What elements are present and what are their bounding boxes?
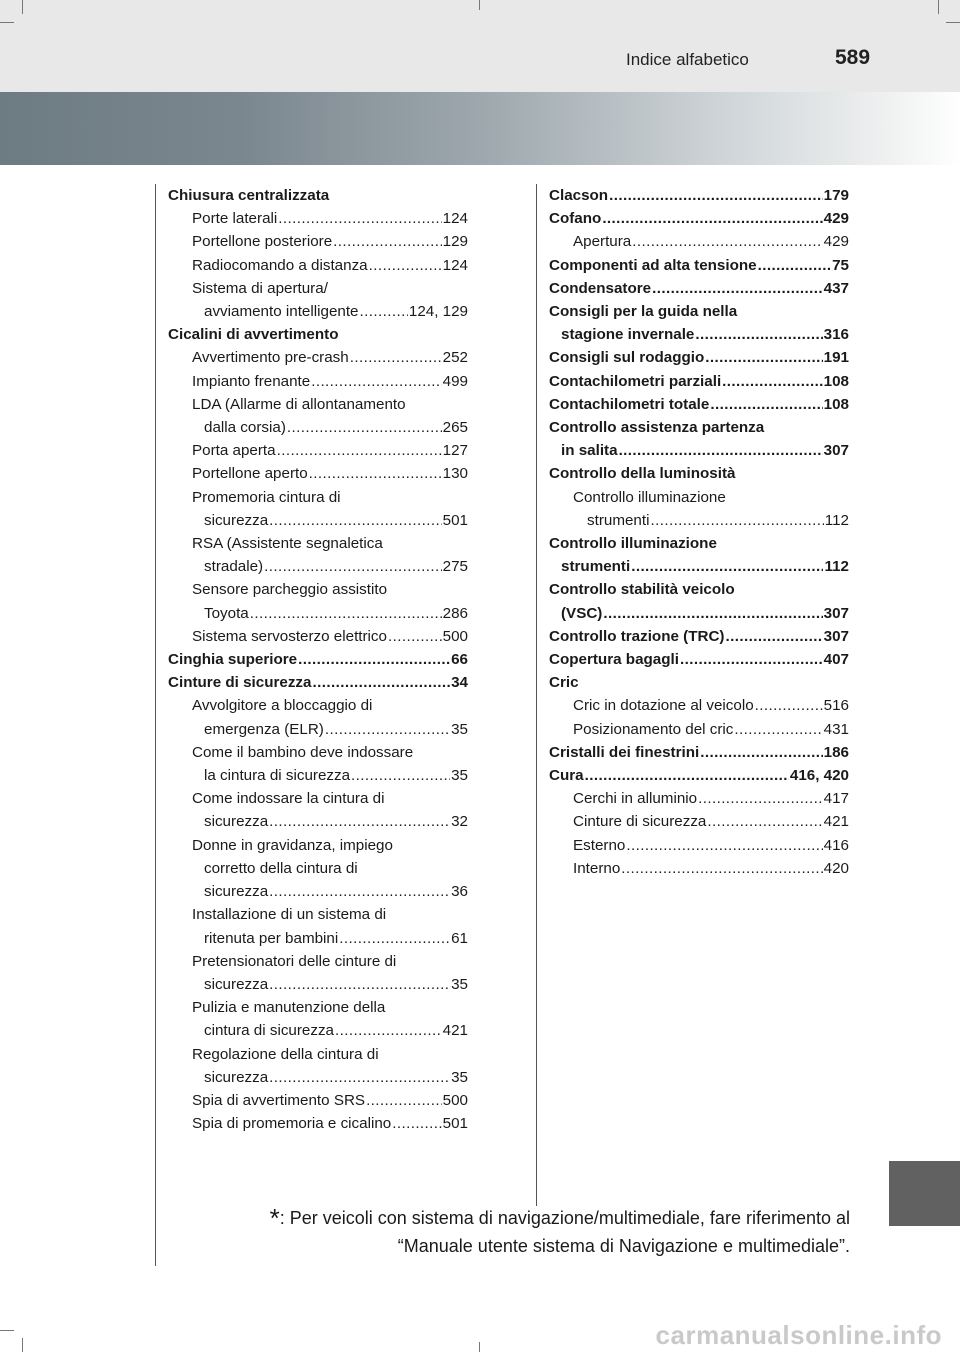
leader-dots [722, 370, 822, 393]
index-entry [549, 555, 849, 578]
left-margin-rule [155, 184, 156, 1266]
index-entry-label: Chiusura centralizzata [168, 187, 330, 204]
index-entry-label: Regolazione della cintura di [192, 1045, 379, 1063]
index-entry-page[interactable]: 307 [823, 442, 849, 460]
leader-dots [325, 718, 450, 741]
index-entry-page[interactable]: 307 [823, 604, 849, 622]
index-entry-label: Controllo trazione (TRC) [549, 627, 725, 645]
header-gradient-bar [0, 92, 960, 165]
index-entry [549, 787, 849, 810]
index-entry [168, 1019, 468, 1042]
index-entry [168, 393, 468, 416]
index-entry-page[interactable]: 416, 420 [789, 767, 849, 785]
index-entry [549, 393, 849, 416]
leader-dots [758, 254, 832, 277]
index-entry-label: Controllo illuminazione [549, 535, 717, 553]
index-entry-label: Pretensionatori delle cinture di [192, 952, 397, 970]
index-entry [168, 230, 468, 253]
header-band [0, 0, 960, 92]
crop-mark [946, 22, 960, 23]
index-entry-label: corretto della cintura di [204, 859, 358, 877]
index-entry-label: Porta aperta [192, 442, 276, 460]
crop-mark [479, 1342, 480, 1352]
index-entry-page[interactable]: 417 [823, 790, 849, 808]
watermark: carmanualsonline.info [655, 1320, 942, 1350]
index-entry-page[interactable]: 265 [442, 419, 468, 437]
index-entry [549, 625, 849, 648]
index-entry-page[interactable]: 421 [442, 1022, 468, 1040]
index-entry [549, 277, 849, 300]
index-entry-label: Cristalli dei finestrini [549, 743, 700, 761]
index-entry [549, 509, 849, 532]
index-entry [168, 903, 468, 926]
leader-dots [698, 787, 823, 810]
index-entry-label: stagione invernale [561, 326, 695, 344]
index-entry-label: Cerchi in alluminio [573, 790, 698, 808]
index-entry [549, 462, 849, 485]
index-entry [168, 323, 468, 346]
index-entry-label: stradale) [204, 558, 264, 576]
leader-dots [585, 764, 789, 787]
leader-dots [339, 927, 450, 950]
index-entry [549, 323, 849, 346]
index-entry-page[interactable]: 127 [442, 442, 468, 460]
index-entry-page[interactable]: 500 [442, 627, 468, 645]
index-entry-label: Condensatore [549, 279, 652, 297]
index-entry-page[interactable]: 286 [442, 604, 468, 622]
index-entry-page[interactable]: 35 [451, 767, 468, 785]
leader-dots [335, 1019, 442, 1042]
index-entry-label: (VSC) [561, 604, 603, 622]
leader-dots [269, 810, 450, 833]
index-entry-page[interactable]: 129 [442, 233, 468, 251]
leader-dots [350, 346, 442, 369]
index-entry-label: Cura [549, 767, 584, 785]
footnote-marker: * [269, 1203, 280, 1233]
index-entry [549, 254, 849, 277]
leader-dots [298, 648, 450, 671]
crop-mark [0, 22, 14, 23]
footnote-line: “Manuale utente sistema di Navigazione e multimediale”. [397, 1236, 850, 1256]
leader-dots [602, 207, 822, 230]
index-entry [168, 486, 468, 509]
index-entry-page[interactable]: 501 [442, 511, 468, 529]
index-entry-label: in salita [561, 442, 618, 460]
index-entry-label: RSA (Assistente segnaletica [192, 535, 383, 553]
index-entry-page[interactable]: 75 [832, 256, 849, 274]
index-entry [549, 370, 849, 393]
index-entry-page[interactable]: 179 [823, 187, 849, 204]
leader-dots [311, 370, 441, 393]
crop-mark [22, 1338, 23, 1352]
index-entry-page[interactable]: 35 [451, 1068, 468, 1086]
column-divider [536, 184, 537, 1206]
leader-dots [312, 671, 450, 694]
index-entry [168, 254, 468, 277]
index-entry-label: strumenti [587, 511, 650, 529]
index-entry-label: Componenti ad alta tensione [549, 256, 757, 274]
index-entry [168, 416, 468, 439]
index-entry-label: Pulizia e manutenzione della [192, 999, 386, 1017]
index-entry-label: sicurezza [204, 1068, 269, 1086]
leader-dots [725, 625, 822, 648]
crop-mark [938, 0, 939, 14]
index-entry-label: Avvertimento pre-crash [192, 349, 349, 367]
index-entry-page[interactable]: 407 [823, 651, 849, 669]
index-entry-page[interactable]: 429 [823, 210, 849, 228]
index-entry-page[interactable]: 124 [442, 210, 468, 228]
index-entry-page[interactable]: 307 [823, 627, 849, 645]
index-entry-label: dalla corsia) [204, 419, 286, 437]
index-entry-label: Esterno [573, 836, 626, 854]
index-entry-label: Apertura [573, 233, 632, 251]
leader-dots [650, 509, 823, 532]
index-entry [549, 184, 849, 207]
index-entry-label: sicurezza [204, 975, 269, 993]
index-entry [549, 602, 849, 625]
index-entry-label: Portellone posteriore [192, 233, 333, 251]
leader-dots [695, 323, 822, 346]
index-entry-label: Installazione di un sistema di [192, 906, 387, 924]
index-entry [168, 834, 468, 857]
index-entry-page[interactable]: 61 [451, 929, 468, 947]
index-entry-page[interactable]: 500 [442, 1091, 468, 1109]
index-entry-label: Cinture di sicurezza [573, 813, 707, 831]
index-entry-page[interactable]: 416 [823, 836, 849, 854]
index-entry-label: Consigli per la guida nella [549, 303, 738, 321]
index-entry [168, 973, 468, 996]
index-entry-label: Posizionamento del cric [573, 720, 734, 738]
index-entry-label: Cric [549, 674, 579, 692]
leader-dots [700, 741, 822, 764]
leader-dots [333, 230, 442, 253]
index-entry [168, 648, 468, 671]
index-entry-page[interactable]: 431 [823, 720, 849, 738]
index-entry-label: Controllo stabilità veicolo [549, 581, 735, 599]
leader-dots [603, 602, 822, 625]
index-entry-page[interactable]: 112 [824, 558, 849, 576]
section-tab [889, 1161, 960, 1226]
index-entry-page[interactable]: 34 [451, 674, 468, 692]
index-entry-page[interactable]: 429 [823, 233, 849, 251]
index-entry [168, 555, 468, 578]
leader-dots [250, 602, 442, 625]
leader-dots [707, 810, 822, 833]
crop-mark [479, 0, 480, 10]
index-entry-label: Avvolgitore a bloccaggio di [192, 697, 373, 715]
index-entry [549, 439, 849, 462]
leader-dots [264, 555, 442, 578]
index-entry-label: Spia di avvertimento SRS [192, 1091, 366, 1109]
leader-dots [287, 416, 442, 439]
index-entry-label: Copertura bagagli [549, 651, 679, 669]
leader-dots [631, 555, 823, 578]
index-entry-label: sicurezza [204, 813, 269, 831]
index-entry-page[interactable]: 66 [451, 651, 468, 669]
index-entry-label: Sistema servosterzo elettrico [192, 627, 387, 645]
index-entry [168, 509, 468, 532]
index-entry [168, 1043, 468, 1066]
leader-dots [388, 625, 442, 648]
index-entry-page[interactable]: 437 [823, 279, 849, 297]
index-entry-label: Sensore parcheggio assistito [192, 581, 388, 599]
index-entry-label: Toyota [204, 604, 249, 622]
index-entry-label: Cofano [549, 210, 602, 228]
index-entry [168, 810, 468, 833]
index-entry-page[interactable]: 108 [823, 395, 849, 413]
index-entry [168, 671, 468, 694]
index-entry-label: Impianto frenante [192, 372, 311, 390]
leader-dots [269, 1066, 450, 1089]
index-entry [549, 207, 849, 230]
leader-dots [369, 254, 442, 277]
index-entry [168, 184, 468, 207]
index-entry-label: sicurezza [204, 883, 269, 901]
footnote [210, 1204, 850, 1260]
index-entry-page[interactable]: 516 [823, 697, 849, 715]
leader-dots [626, 834, 822, 857]
section-title: Indice alfabetico [626, 50, 749, 69]
index-entry-page[interactable]: 108 [823, 372, 849, 390]
index-entry-label: sicurezza [204, 511, 269, 529]
index-entry [168, 950, 468, 973]
index-entry-label: Porte laterali [192, 210, 278, 228]
index-entry [168, 277, 468, 300]
index-entry-label: LDA (Allarme di allontanamento [192, 395, 406, 413]
index-entry [168, 370, 468, 393]
index-entry-label: Controllo della luminosità [549, 465, 736, 483]
index-entry [549, 346, 849, 369]
index-entry-label: Consigli sul rodaggio [549, 349, 705, 367]
leader-dots [360, 300, 408, 323]
leader-dots [705, 346, 822, 369]
index-entry-label: Promemoria cintura di [192, 488, 341, 506]
index-entry-label: Interno [573, 859, 621, 877]
index-entry-label: Contachilometri parziali [549, 372, 722, 390]
index-entry-label: cintura di sicurezza [204, 1022, 334, 1040]
leader-dots [392, 1112, 441, 1135]
index-entry [168, 1066, 468, 1089]
leader-dots [278, 207, 441, 230]
index-entry [168, 300, 468, 323]
index-entry [168, 1112, 468, 1135]
index-entry [549, 810, 849, 833]
index-entry [549, 230, 849, 253]
index-entry-page[interactable]: 501 [442, 1115, 468, 1133]
index-entry-label: Cicalini di avvertimento [168, 326, 339, 344]
index-entry [549, 741, 849, 764]
index-entry [168, 718, 468, 741]
index-entry-page[interactable]: 124 [442, 256, 468, 274]
index-entry [549, 671, 849, 694]
index-entry-page[interactable]: 191 [823, 349, 849, 367]
index-entry-page[interactable]: 420 [823, 859, 849, 877]
index-entry [168, 532, 468, 555]
index-entry-label: Sistema di apertura/ [192, 279, 328, 297]
index-entry-page[interactable]: 35 [451, 720, 468, 738]
index-entry [168, 578, 468, 601]
index-entry-label: ritenuta per bambini [204, 929, 339, 947]
index-entry [168, 741, 468, 764]
index-entry-label: Cinture di sicurezza [168, 674, 312, 692]
index-entry [549, 648, 849, 671]
crop-mark [0, 1330, 14, 1331]
leader-dots [309, 462, 442, 485]
index-column-right [549, 184, 849, 880]
index-entry [549, 416, 849, 439]
index-entry-label: Come il bambino deve indossare [192, 743, 414, 761]
leader-dots [366, 1089, 442, 1112]
index-entry-label: Cinghia superiore [168, 651, 298, 669]
index-entry [168, 764, 468, 787]
index-entry-page[interactable]: 275 [442, 558, 468, 576]
footnote-line: : Per veicoli con sistema di navigazione/multimediale, fare riferimento al [279, 1208, 850, 1228]
index-entry-label: emergenza (ELR) [204, 720, 324, 738]
index-entry-label: avviamento intelligente [204, 303, 359, 321]
index-entry-page[interactable]: 124, 129 [408, 303, 468, 321]
leader-dots [755, 694, 823, 717]
index-entry-label: Donne in gravidanza, impiego [192, 836, 393, 854]
index-entry [549, 486, 849, 509]
index-entry-page[interactable]: 130 [442, 465, 468, 483]
leader-dots [277, 439, 442, 462]
leader-dots [351, 764, 450, 787]
index-column-left [168, 184, 468, 1135]
index-entry [549, 718, 849, 741]
index-entry [549, 694, 849, 717]
index-entry [168, 694, 468, 717]
index-entry-page[interactable]: 316 [823, 326, 849, 344]
index-entry-label: strumenti [561, 558, 631, 576]
index-entry [168, 462, 468, 485]
index-entry [168, 602, 468, 625]
leader-dots [609, 184, 823, 207]
index-entry [168, 880, 468, 903]
index-entry-label: Spia di promemoria e cicalino [192, 1115, 392, 1133]
index-entry [168, 625, 468, 648]
index-entry [168, 996, 468, 1019]
leader-dots [619, 439, 823, 462]
index-entry-label: la cintura di sicurezza [204, 767, 351, 785]
index-entry-label: Cric in dotazione al veicolo [573, 697, 754, 715]
leader-dots [269, 880, 450, 903]
index-entry-page[interactable]: 36 [451, 883, 468, 901]
index-entry [168, 857, 468, 880]
leader-dots [269, 509, 442, 532]
index-entry-label: Contachilometri totale [549, 395, 710, 413]
index-entry [168, 787, 468, 810]
index-entry-page[interactable]: 421 [823, 813, 849, 831]
leader-dots [621, 857, 822, 880]
index-entry [549, 532, 849, 555]
index-entry [549, 300, 849, 323]
leader-dots [734, 718, 822, 741]
index-entry [549, 578, 849, 601]
index-entry [168, 439, 468, 462]
index-entry [549, 834, 849, 857]
index-entry-label: Clacson [549, 187, 609, 204]
index-entry-label: Radiocomando a distanza [192, 256, 368, 274]
index-entry-page[interactable]: 186 [823, 743, 849, 761]
index-entry-page[interactable]: 112 [824, 511, 849, 529]
index-entry-page[interactable]: 32 [451, 813, 468, 831]
index-entry [168, 207, 468, 230]
index-entry-label: Controllo assistenza partenza [549, 419, 765, 437]
leader-dots [710, 393, 822, 416]
index-entry-label: Come indossare la cintura di [192, 790, 385, 808]
index-entry [168, 346, 468, 369]
index-entry [168, 927, 468, 950]
index-entry [168, 1089, 468, 1112]
leader-dots [652, 277, 823, 300]
index-entry-page[interactable]: 35 [451, 975, 468, 993]
page-number: 589 [835, 46, 871, 69]
index-entry-label: Portellone aperto [192, 465, 308, 483]
leader-dots [269, 973, 450, 996]
index-entry-label: Controllo illuminazione [573, 488, 726, 506]
index-entry-page[interactable]: 252 [442, 349, 468, 367]
leader-dots [632, 230, 822, 253]
crop-mark [22, 0, 23, 14]
index-entry-page[interactable]: 499 [442, 372, 468, 390]
leader-dots [680, 648, 823, 671]
index-entry [549, 857, 849, 880]
index-entry [549, 764, 849, 787]
